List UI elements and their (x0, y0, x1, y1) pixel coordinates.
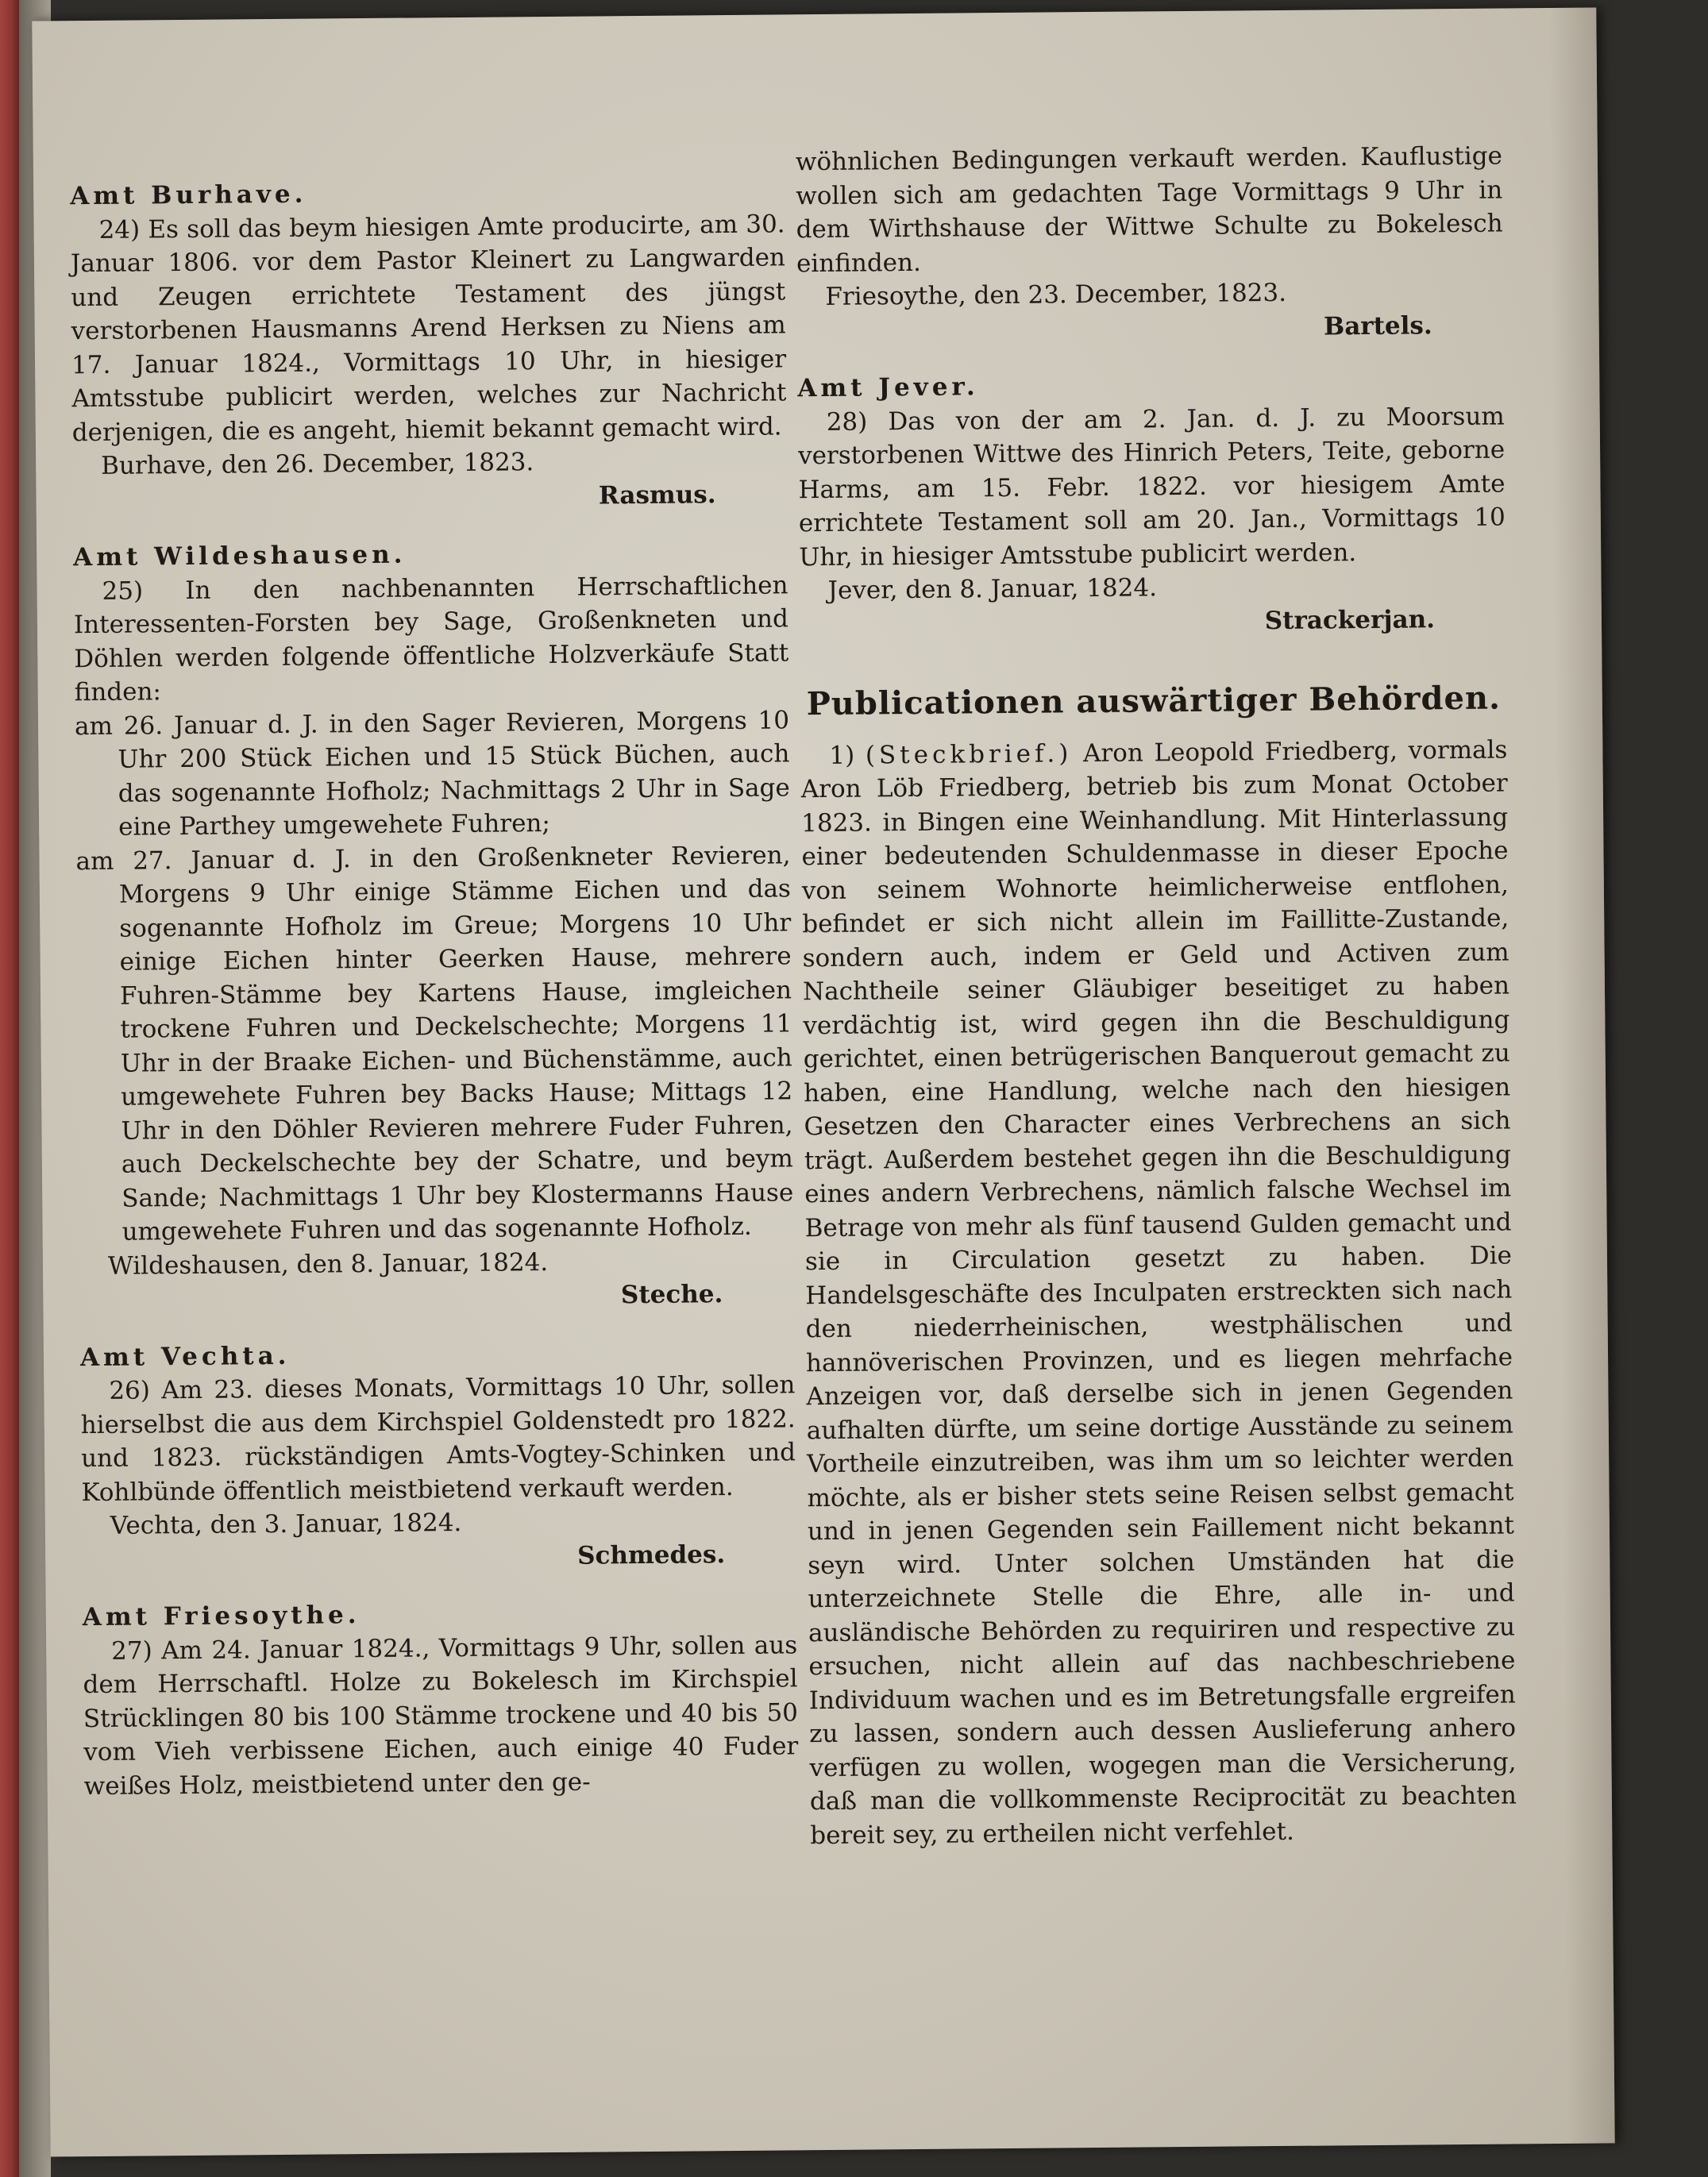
heading-amt-vechta: Amt Vechta. (79, 1341, 291, 1372)
signer-wildeshausen: Steche. (620, 1280, 723, 1310)
notice-27-continued: wöhnlichen Bedingungen verkauft werden. Kauflustige wollen sich am gedachten Tage Vormittags 9 Uhr in dem Wirthshause der Wittwe Schulte zu Bokelesch einfinden. (795, 141, 1503, 278)
page-edge-shadow (1548, 7, 1614, 2143)
signer-burhave: Rasmus. (598, 480, 716, 510)
section-title-publicationen: Publicationen auswärtiger Behörden. (806, 679, 1502, 723)
notice-25-item-1: am 26. Januar d. J. in den Sager Revieren, Morgens 10 Uhr 200 Stück Eichen und 15 Stück Büchen, auch das sogenannte Hofholz; Nachmittags 2 Uhr in Sage eine Parthey umgewehete Fuhren; (74, 705, 790, 842)
book-spine (0, 0, 19, 2177)
heading-amt-wildeshausen: Amt Wildeshausen. (73, 540, 407, 572)
signer-friesoythe: Bartels. (1323, 310, 1432, 341)
signer-jever: Strackerjan. (1264, 604, 1436, 635)
notice-24: 24) Es soll das beym hiesigen Amte producirte, am 30. Januar 1806. vor dem Pastor Kleinert zu Langwarden und Zeugen errichtete Testament des jüngst verstorbenen Hausmanns Arend Herksen zu Niens am 17. Januar 1824., Vormittags 10 Uhr, in hiesiger Amtsstube publicirt werden, welches zur Nachricht derjenigen, die es angeht, hiemit bekannt gemacht wird. (70, 209, 787, 447)
steckbrief-label: (Steckbrief.) (865, 738, 1073, 770)
right-column (796, 139, 1517, 1852)
heading-amt-jever: Amt Jever. (797, 372, 979, 403)
notice-28: 28) Das von der am 2. Jan. d. J. zu Moorsum verstorbenen Wittwe des Hinrich Peters, Teite, geborne Harms, am 15. Febr. 1822. vor hiesigem Amte errichtete Testament soll am 20. Jan., Vormittags 10 Uhr, in hiesiger Amtsstube publicirt werden. (797, 401, 1506, 572)
notice-steckbrief (800, 733, 1517, 1852)
place-date-wildeshausen: Wildeshausen, den 8. Januar, 1824. (107, 1247, 549, 1281)
steckbrief-text: Aron Leopold Friedberg, vormals Aron Löb Friedberg, betrieb bis zum Monat October 1823. in Bingen eine Weinhandlung. Mit Hinterlassung einer bedeutenden Schuldenmasse in dieser Epoche von seinem Wohnorte heimlicherweise entflohen, befindet er sich nicht allein im Faillitte-Zustande, sondern auch, indem er Geld und Activen zum Nachtheile seiner Gläubiger beseitiget zu haben verdächtig ist, wird gegen ihn die Beschuldigung gerichtet, einen betrügerischen Banquerout gemacht zu haben, eine Handlung, welche nach den hiesigen Gesetzen den Character eines Verbrechens an sich trägt. Außerdem bestehet gegen ihn die Beschuldigung eines andern Verbrechens, nämlich falsche Wechsel im Betrage von mehr als fünf tausend Gulden gemacht und sie in Circulation gesetzt zu haben. Die Handelsgeschäfte des Inculpaten erstreckten sich nach den niederrheinischen, westphälischen und hannöverischen Provinzen, und es liegen mehrfache Anzeigen vor, daß derselbe sich in jenen Gegenden aufhalten dürfte, um seine dortige Ausstände zu seinem Vortheile einzutreiben, was ihm um so leichter werden möchte, als er bisher stets seine Reisen selbst gemacht und in jenen Gegenden sein Faillement nicht bekannt seyn wird. Unter solchen Umständen hat die unterzeichnete Stelle die Ehre, alle in- und ausländische Behörden zu requiriren und respective zu ersuchen, nicht allein auf das nachbeschriebene Individuum wachen und es im Betretungsfalle ergreifen zu lassen, sondern auch dessen Auslieferung anhero verfügen zu wollen, wogegen man die Versicherung, daß man die vollkommenste Reciprocität zu beachten bereit sey, zu ertheilen nicht verfehlet. (800, 734, 1517, 1850)
place-date-jever: Jever, den 8. Januar, 1824. (827, 573, 1158, 605)
left-column (70, 173, 799, 1803)
notice-27: 27) Am 24. Januar 1824., Vormittags 9 Uhr, sollen aus dem Herrschaftl. Holze zu Bokelesch im Kirchspiel Strücklingen 80 bis 100 Stämme trockene und 40 bis 50 vom Vieh verbissene Eichen, auch einige 40 Fuder weißes Holz, meistbietend unter den ge- (83, 1630, 799, 1801)
place-date-friesoythe: Friesoythe, den 23. December, 1823. (825, 278, 1287, 311)
notice-26: 26) Am 23. dieses Monats, Vormittags 10 Uhr, sollen hierselbst die aus dem Kirchspiel Goldenstedt pro 1822. und 1823. rückständigen Amts-Vogtey-Schinken und Kohlbünde öffentlich meistbietend verkauft werden. (80, 1370, 796, 1507)
newspaper-page (32, 7, 1614, 2156)
place-date-vechta: Vechta, den 3. Januar, 1824. (110, 1508, 462, 1540)
heading-amt-friesoythe: Amt Friesoythe. (82, 1601, 360, 1632)
signer-vechta: Schmedes. (577, 1539, 726, 1570)
notice-25-intro: 25) In den nachbenannten Herrschaftlichen Interessenten-Forsten bey Sage, Großenkneten und Döhlen werden folgende öffentliche Holzverkäufe Statt finden: (73, 570, 789, 707)
place-date-burhave: Burhave, den 26. December, 1823. (101, 448, 534, 480)
heading-amt-burhave: Amt Burhave. (70, 179, 307, 211)
steckbrief-number: 1) (829, 741, 855, 770)
notice-25-item-2: am 27. Januar d. J. in den Großenkneter Revieren, Morgens 9 Uhr einige Stämme Eichen und das sogenannte Hofholz im Greue; Morgens 10 Uhr einige Eichen hinter Geerken Hause, mehrere Fuhren-Stämme bey Kartens Hause, imgleichen trockene Fuhren und Deckelschechte; Morgens 11 Uhr in der Braake Eichen- und Büchenstämme, auch umgewehete Fuhren bey Backs Hause; Mittags 12 Uhr in den Döhler Revieren mehrere Fuder Fuhren, auch Deckelschechte bey der Schatre, und beym Sande; Nachmittags 1 Uhr bey Klostermanns Hause umgewehete Fuhren und das sogenannte Hofholz. (75, 840, 794, 1246)
